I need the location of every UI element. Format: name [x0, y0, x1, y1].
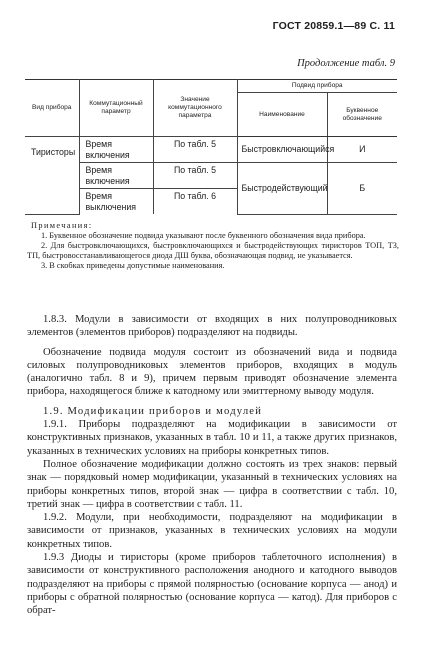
header-letter: Буквенное обозначение: [327, 93, 397, 137]
header-value: Значение коммутационного параметра: [153, 80, 237, 137]
paragraph-1-9-2: 1.9.2. Модули, при необходимости, подразделяют на модификации в зависимости от признаков, указанных в технических условиях на модули конкретных типов.: [27, 512, 397, 550]
header-name: Наименование: [237, 93, 327, 137]
page-header: ГОСТ 20859.1—89 С. 11: [272, 20, 395, 32]
body-text: [27, 313, 397, 618]
param-cell: Время включения: [79, 137, 153, 163]
paragraph-1-9-3: 1.9.3 Диоды и тиристоры (кроме приборов таблеточного исполнения) в зависимости от конструктивного расположения анодного и катодного выводов подразделяют на приборы с прямой полярностью (основание корпуса — анод) и приборы с обратной полярностью (основание корпуса — катод). Для приборов с обрат-: [27, 552, 397, 617]
table-notes: [27, 221, 399, 271]
value-cell: По табл. 5: [153, 163, 237, 189]
subtype-letter-cell: И: [327, 137, 397, 163]
header-subtype-group: Подвид прибора: [237, 80, 397, 93]
notes-heading: Примечания:: [31, 221, 93, 230]
table-row: [25, 163, 397, 189]
subtype-name-cell: Быстродействующий: [237, 163, 327, 215]
paragraph-modification-designation: Полное обозначение модификации должно состоять из трех знаков: первый знак — порядковый номер модификации, указанный в технических условиях на приборы конкретных типов, второй знак — цифра в соответствии с табл. 10, третий знак — цифра в соответствии с табл. 11.: [27, 458, 397, 510]
subtype-letter-cell: Б: [327, 163, 397, 215]
table-continuation-caption: Продолжение табл. 9: [297, 58, 395, 69]
header-kind: Вид прибора: [25, 80, 79, 137]
section-heading-1-9: 1.9. Модификации приборов и модулей: [43, 405, 263, 417]
note-2: 2. Для быстровключающихся, быстровключающихся и быстродействующих тиристоров ТОП, ТЗ, ТП, быстровосстанавливающегося диода ДШ буква, обозначающая подвид, не указывается.: [27, 241, 399, 260]
param-cell: Время выключения: [79, 189, 153, 215]
header-param: Коммутационный параметр: [79, 80, 153, 137]
value-cell: По табл. 6: [153, 189, 237, 215]
param-cell: Время включения: [79, 163, 153, 189]
note-3: 3. В скобках приведены допустимые наименования.: [41, 261, 225, 270]
value-cell: По табл. 5: [153, 137, 237, 163]
device-kind-cell: Тиристоры: [25, 137, 79, 215]
note-1: 1. Буквенное обозначение подвида указывают после буквенного обозначения вида прибора.: [41, 231, 366, 240]
paragraph-subtype-designation: Обозначение подвида модуля состоит из обозначений вида и подвида силовых полупроводниковых элементов приборов, входящих в модуль (аналогично табл. 8 и 9), причем первым приводят обозначение элемента прибора, находящегося ближе к катодному или эмиттерному выводу модуля.: [27, 346, 397, 398]
paragraph-1-9-1: 1.9.1. Приборы подразделяют на модификации в зависимости от конструктивных признаков, указанных в табл. 10 и 11, а также других признаков, указанных в технических условиях на приборы конкретных типов.: [27, 419, 397, 457]
paragraph-1-8-3: 1.8.3. Модули в зависимости от входящих в них полупроводниковых элементов (элементов приборов) подразделяют на подвиды.: [27, 314, 397, 339]
table-row: [25, 137, 397, 163]
subtype-name-cell: Быстровключающийся: [237, 137, 327, 163]
subtype-table: [25, 79, 397, 215]
